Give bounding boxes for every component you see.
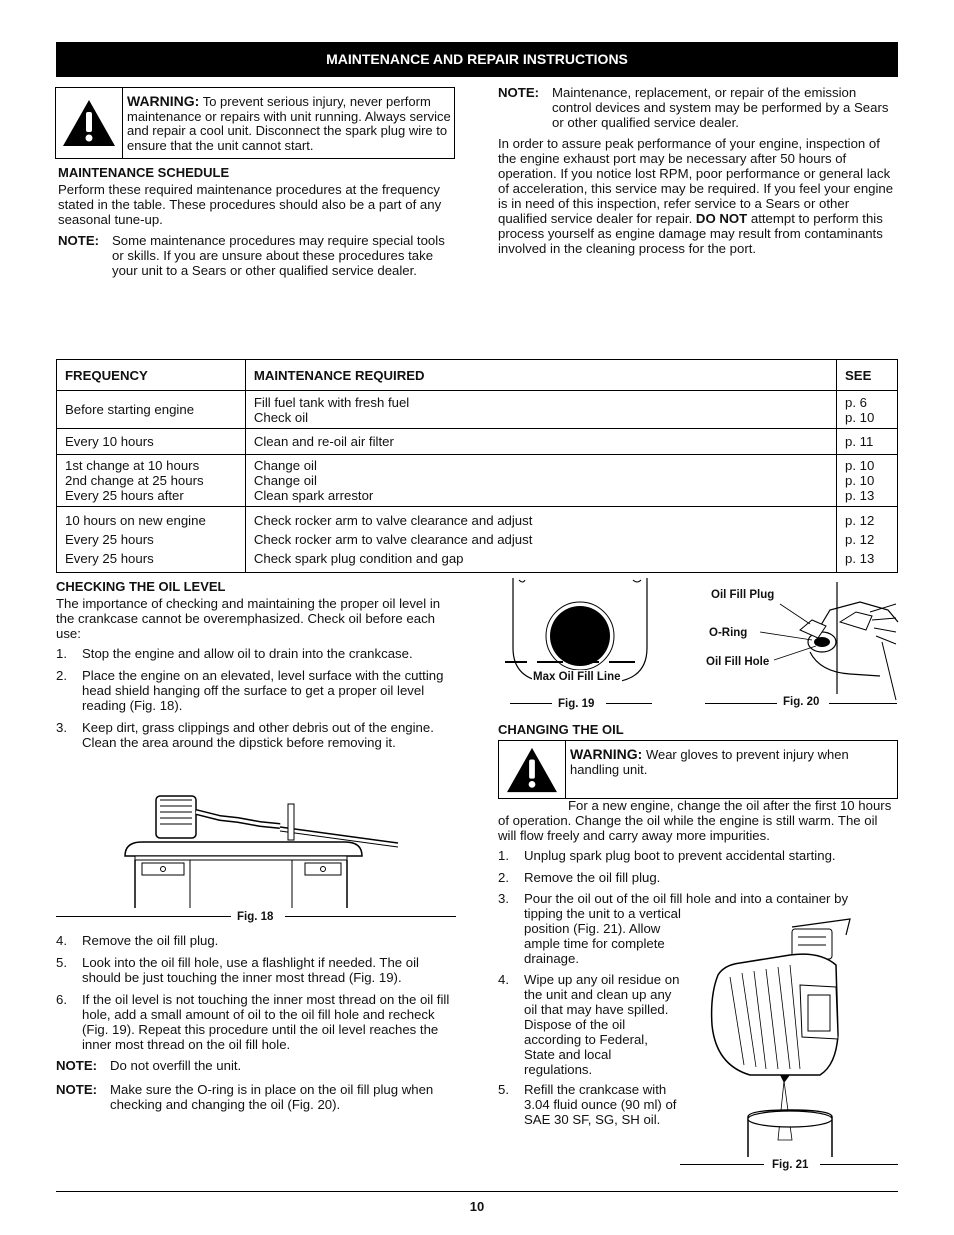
list-item: 1. Stop the engine and allow oil to drain into the crankcase. bbox=[56, 646, 413, 661]
overfill-note: NOTE: Do not overfill the unit. bbox=[56, 1058, 242, 1073]
oil-fill-plug-label: Oil Fill Plug bbox=[711, 589, 775, 601]
change-steps-1-2 bbox=[498, 848, 898, 892]
list-item: 6. If the oil level is not touching the inner most thread on the oil fill hole, add a small amount of oil to the oil fill hole and recheck (Fig. 19). Repeat this procedure until the oil level reaches the inner most thread on the oil fill hole. bbox=[56, 992, 450, 1052]
list-item: 3. Pour the oil out of the oil fill hole and into a container by bbox=[498, 891, 849, 906]
section-header: MAINTENANCE AND REPAIR INSTRUCTIONS bbox=[56, 42, 898, 77]
maintenance-schedule-heading: MAINTENANCE SCHEDULE bbox=[58, 165, 230, 180]
changing-oil-intro: For a new engine, change the oil after the first 10 hours of operation. Change the oil while the engine is still warm. The oil will flow freely and carry away more impurities. bbox=[498, 798, 892, 843]
step3-continued: tipping the unit to a vertical position (Fig. 21). Allow ample time for complete drainage. bbox=[524, 906, 681, 966]
warning-box bbox=[55, 87, 455, 159]
oil-fill-hole-label: Oil Fill Hole bbox=[706, 656, 770, 668]
schedule-note: NOTE: Some maintenance procedures may require special tools or skills. If you are unsure about these procedures take your unit to a Sears or other qualified service dealer. bbox=[58, 233, 445, 278]
col-maintenance: MAINTENANCE REQUIRED bbox=[245, 360, 836, 391]
o-ring-note: NOTE: Make sure the O-ring is in place on the oil fill plug when checking and changing the oil (Fig. 20). bbox=[56, 1082, 434, 1112]
list-item: 5. Refill the crankcase with 3.04 fluid ounce (90 ml) of SAE 30 SF, SG, SH oil. bbox=[498, 1082, 677, 1127]
checking-oil-heading: CHECKING THE OIL LEVEL bbox=[56, 579, 226, 594]
oil-steps-4-6 bbox=[56, 933, 458, 1059]
warning-text: WARNING: Wear gloves to prevent injury when handling unit. bbox=[570, 746, 849, 777]
fig18-caption: Fig. 18 bbox=[237, 911, 274, 923]
table-row: Every 10 hours Clean and re-oil air filter p. 11 bbox=[57, 429, 898, 455]
oil-fill-plug-illustration bbox=[760, 582, 900, 702]
emission-note: NOTE: Maintenance, replacement, or repair of the emission control devices and system may be performed by a Sears or other qualified service dealer. bbox=[498, 85, 889, 130]
max-oil-fill-line-label: Max Oil Fill Line bbox=[533, 671, 621, 683]
draining-oil-illustration bbox=[700, 915, 900, 1160]
schedule-intro: Perform these required maintenance procedures at the frequency stated in the table. These procedures should also be a part of any seasonal tune-up. bbox=[58, 182, 442, 227]
list-item: 2. Remove the oil fill plug. bbox=[498, 870, 661, 885]
table-row: 1st change at 10 hours 2nd change at 25 hours Every 25 hours after Change oil Change oil Clean spark arrestor p. 10 p. 10 p. 13 bbox=[57, 455, 898, 507]
exhaust-port-paragraph: In order to assure peak performance of your engine, inspection of the engine exhaust port may be necessary after 50 hours of operation. If you notice lost RPM, poor performance or general lack of acceleration, this service may be required. If you feel your engine is in need of this inspection, refer service to a Sears or other qualified service dealer for repair. DO NOT attempt to perform this process yourself as engine damage may result from contaminants involved in the cleaning process for the port. bbox=[498, 136, 894, 256]
changing-oil-heading: CHANGING THE OIL bbox=[498, 722, 624, 737]
o-ring-label: O-Ring bbox=[709, 627, 748, 639]
list-item: 3. Keep dirt, grass clippings and other debris out of the engine. Clean the area around the dipstick before removing it. bbox=[56, 720, 434, 750]
list-item: 4. Remove the oil fill plug. bbox=[56, 933, 219, 948]
page-number: 10 bbox=[469, 1199, 485, 1214]
checking-oil-intro: The importance of checking and maintaining the proper oil level in the crankcase cannot be overemphasized. Check oil before each use: bbox=[56, 596, 441, 641]
warning-triangle-icon bbox=[499, 741, 566, 798]
maintenance-table bbox=[56, 359, 898, 573]
col-see: SEE bbox=[837, 360, 898, 391]
fig21-caption: Fig. 21 bbox=[772, 1159, 809, 1171]
list-item: 4. Wipe up any oil residue on the unit and clean up any oil that may have spilled. Dispose of the oil according to Federal, State and local regulations. bbox=[498, 972, 680, 1077]
table-row: 10 hours on new engine Every 25 hours Every 25 hours Check rocker arm to valve clearance and adjust Check rocker arm to valve clearance and adjust Check spark plug condition and gap p. 12 p. 12 p. 13 bbox=[57, 507, 898, 573]
gloves-warning-box bbox=[498, 740, 898, 799]
list-item: 1. Unplug spark plug boot to prevent accidental starting. bbox=[498, 848, 836, 863]
warning-text: WARNING: To prevent serious injury, never perform maintenance or repairs with unit running. Always service and repair a cool unit. Disconnect the spark plug wire to ensure that the unit cannot start. bbox=[127, 93, 451, 153]
col-frequency: FREQUENCY bbox=[57, 360, 246, 391]
fig19-caption: Fig. 19 bbox=[558, 698, 595, 710]
table-row: Before starting engine Fill fuel tank with fresh fuel Check oil p. 6 p. 10 bbox=[57, 391, 898, 429]
list-item: 2. Place the engine on an elevated, level surface with the cutting head shield hanging off the surface to get a proper oil level reading (Fig. 18). bbox=[56, 668, 444, 713]
warning-triangle-icon bbox=[56, 88, 123, 158]
oil-steps-1-3 bbox=[56, 646, 456, 757]
fig20-caption: Fig. 20 bbox=[783, 696, 820, 708]
list-item: 5. Look into the oil fill hole, use a flashlight if needed. The oil should be just touching the inner most thread (Fig. 19). bbox=[56, 955, 419, 985]
trimmer-on-table-illustration bbox=[120, 790, 410, 910]
